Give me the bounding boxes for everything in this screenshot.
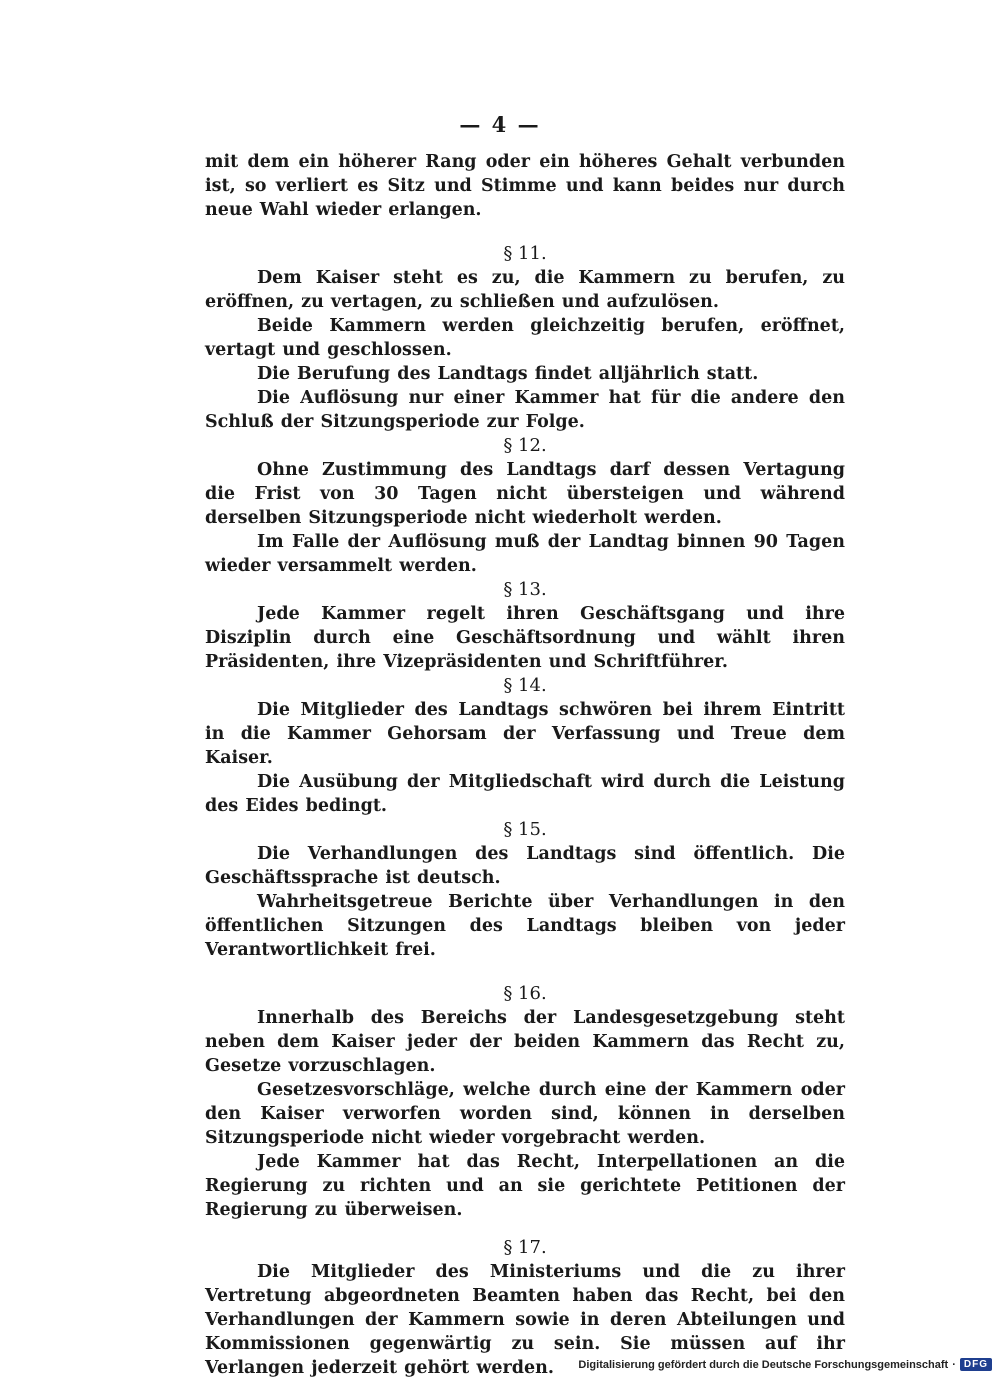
paragraph: mit dem ein höherer Rang oder ein höheres Gehalt verbunden ist, so verliert es Sitz und Stimme und kann beides nur durch neue Wahl wieder erlangen. bbox=[205, 152, 845, 220]
section-heading: § 15. bbox=[503, 819, 547, 840]
paragraph: Die Mitglieder des Landtags schwören bei ihrem Eintritt in die Kammer Gehorsam der Verfassung und Treue dem Kaiser. bbox=[205, 700, 845, 768]
paragraph: Die Ausübung der Mitgliedschaft wird durch die Leistung des Eides bedingt. bbox=[205, 772, 845, 816]
paragraph: Innerhalb des Bereichs der Landesgesetzgebung steht neben dem Kaiser jeder der beiden Kammern das Recht zu, Gesetze vorzuschlagen. bbox=[205, 1008, 845, 1076]
spacer bbox=[205, 962, 845, 982]
section-heading: § 12. bbox=[503, 435, 547, 456]
paragraph: Beide Kammern werden gleichzeitig berufen, eröffnet, vertagt und geschlossen. bbox=[205, 316, 845, 360]
paragraph: Die Auflösung nur einer Kammer hat für die andere den Schluß der Sitzungsperiode zur Folge. bbox=[205, 388, 845, 432]
paragraph: Die Verhandlungen des Landtags sind öffentlich. Die Geschäftssprache ist deutsch. bbox=[205, 844, 845, 888]
section-heading: § 13. bbox=[503, 579, 547, 600]
paragraph: Dem Kaiser steht es zu, die Kammern zu berufen, zu eröffnen, zu vertagen, zu schließen und aufzulösen. bbox=[205, 268, 845, 312]
page-number: — 4 — bbox=[459, 112, 541, 137]
paragraph: Die Mitglieder des Ministeriums und die zu ihrer Vertretung abgeordneten Beamten haben das Recht, bei den Verhandlungen der Kammern sowie in deren Abteilungen und Kommissionen gegenwärtig zu sein. Sie müssen auf ihr Verlangen jederzeit gehört werden. bbox=[205, 1262, 845, 1378]
paragraph: Im Falle der Auflösung muß der Landtag binnen 90 Tagen wieder versammelt werden. bbox=[205, 532, 845, 576]
paragraph: Ohne Zustimmung des Landtags darf dessen Vertagung die Frist von 30 Tagen nicht übersteigen und während derselben Sitzungsperiode nicht wiederholt werden. bbox=[205, 460, 845, 528]
paragraph: Jede Kammer regelt ihren Geschäftsgang und ihre Disziplin durch eine Geschäftsordnung und wählt ihren Präsidenten, ihre Vizepräsidenten und Schriftführer. bbox=[205, 604, 845, 672]
spacer bbox=[205, 222, 845, 242]
separator-dot: · bbox=[952, 1358, 956, 1371]
section-heading: § 17. bbox=[503, 1237, 547, 1258]
document-body bbox=[205, 150, 845, 1380]
section-heading: § 16. bbox=[503, 983, 547, 1004]
digitization-credit bbox=[578, 1358, 992, 1371]
paragraph: Wahrheitsgetreue Berichte über Verhandlungen in den öffentlichen Sitzungen des Landtags bleiben von jeder Verantwortlichkeit frei. bbox=[205, 892, 845, 960]
section-heading: § 14. bbox=[503, 675, 547, 696]
spacer bbox=[205, 1222, 845, 1236]
paragraph: Jede Kammer hat das Recht, Interpellationen an die Regierung zu richten und an sie gerichtete Petitionen der Regierung zu überweisen. bbox=[205, 1152, 845, 1220]
credit-text: Digitalisierung gefördert durch die Deutsche Forschungsgemeinschaft bbox=[578, 1358, 949, 1371]
paragraph: Gesetzesvorschläge, welche durch eine der Kammern oder den Kaiser verworfen worden sind, können in derselben Sitzungsperiode nicht wieder vorgebracht werden. bbox=[205, 1080, 845, 1148]
section-heading: § 11. bbox=[503, 243, 547, 264]
dfg-logo: DFG bbox=[960, 1358, 992, 1371]
paragraph: Die Berufung des Landtags findet alljährlich statt. bbox=[257, 364, 759, 384]
